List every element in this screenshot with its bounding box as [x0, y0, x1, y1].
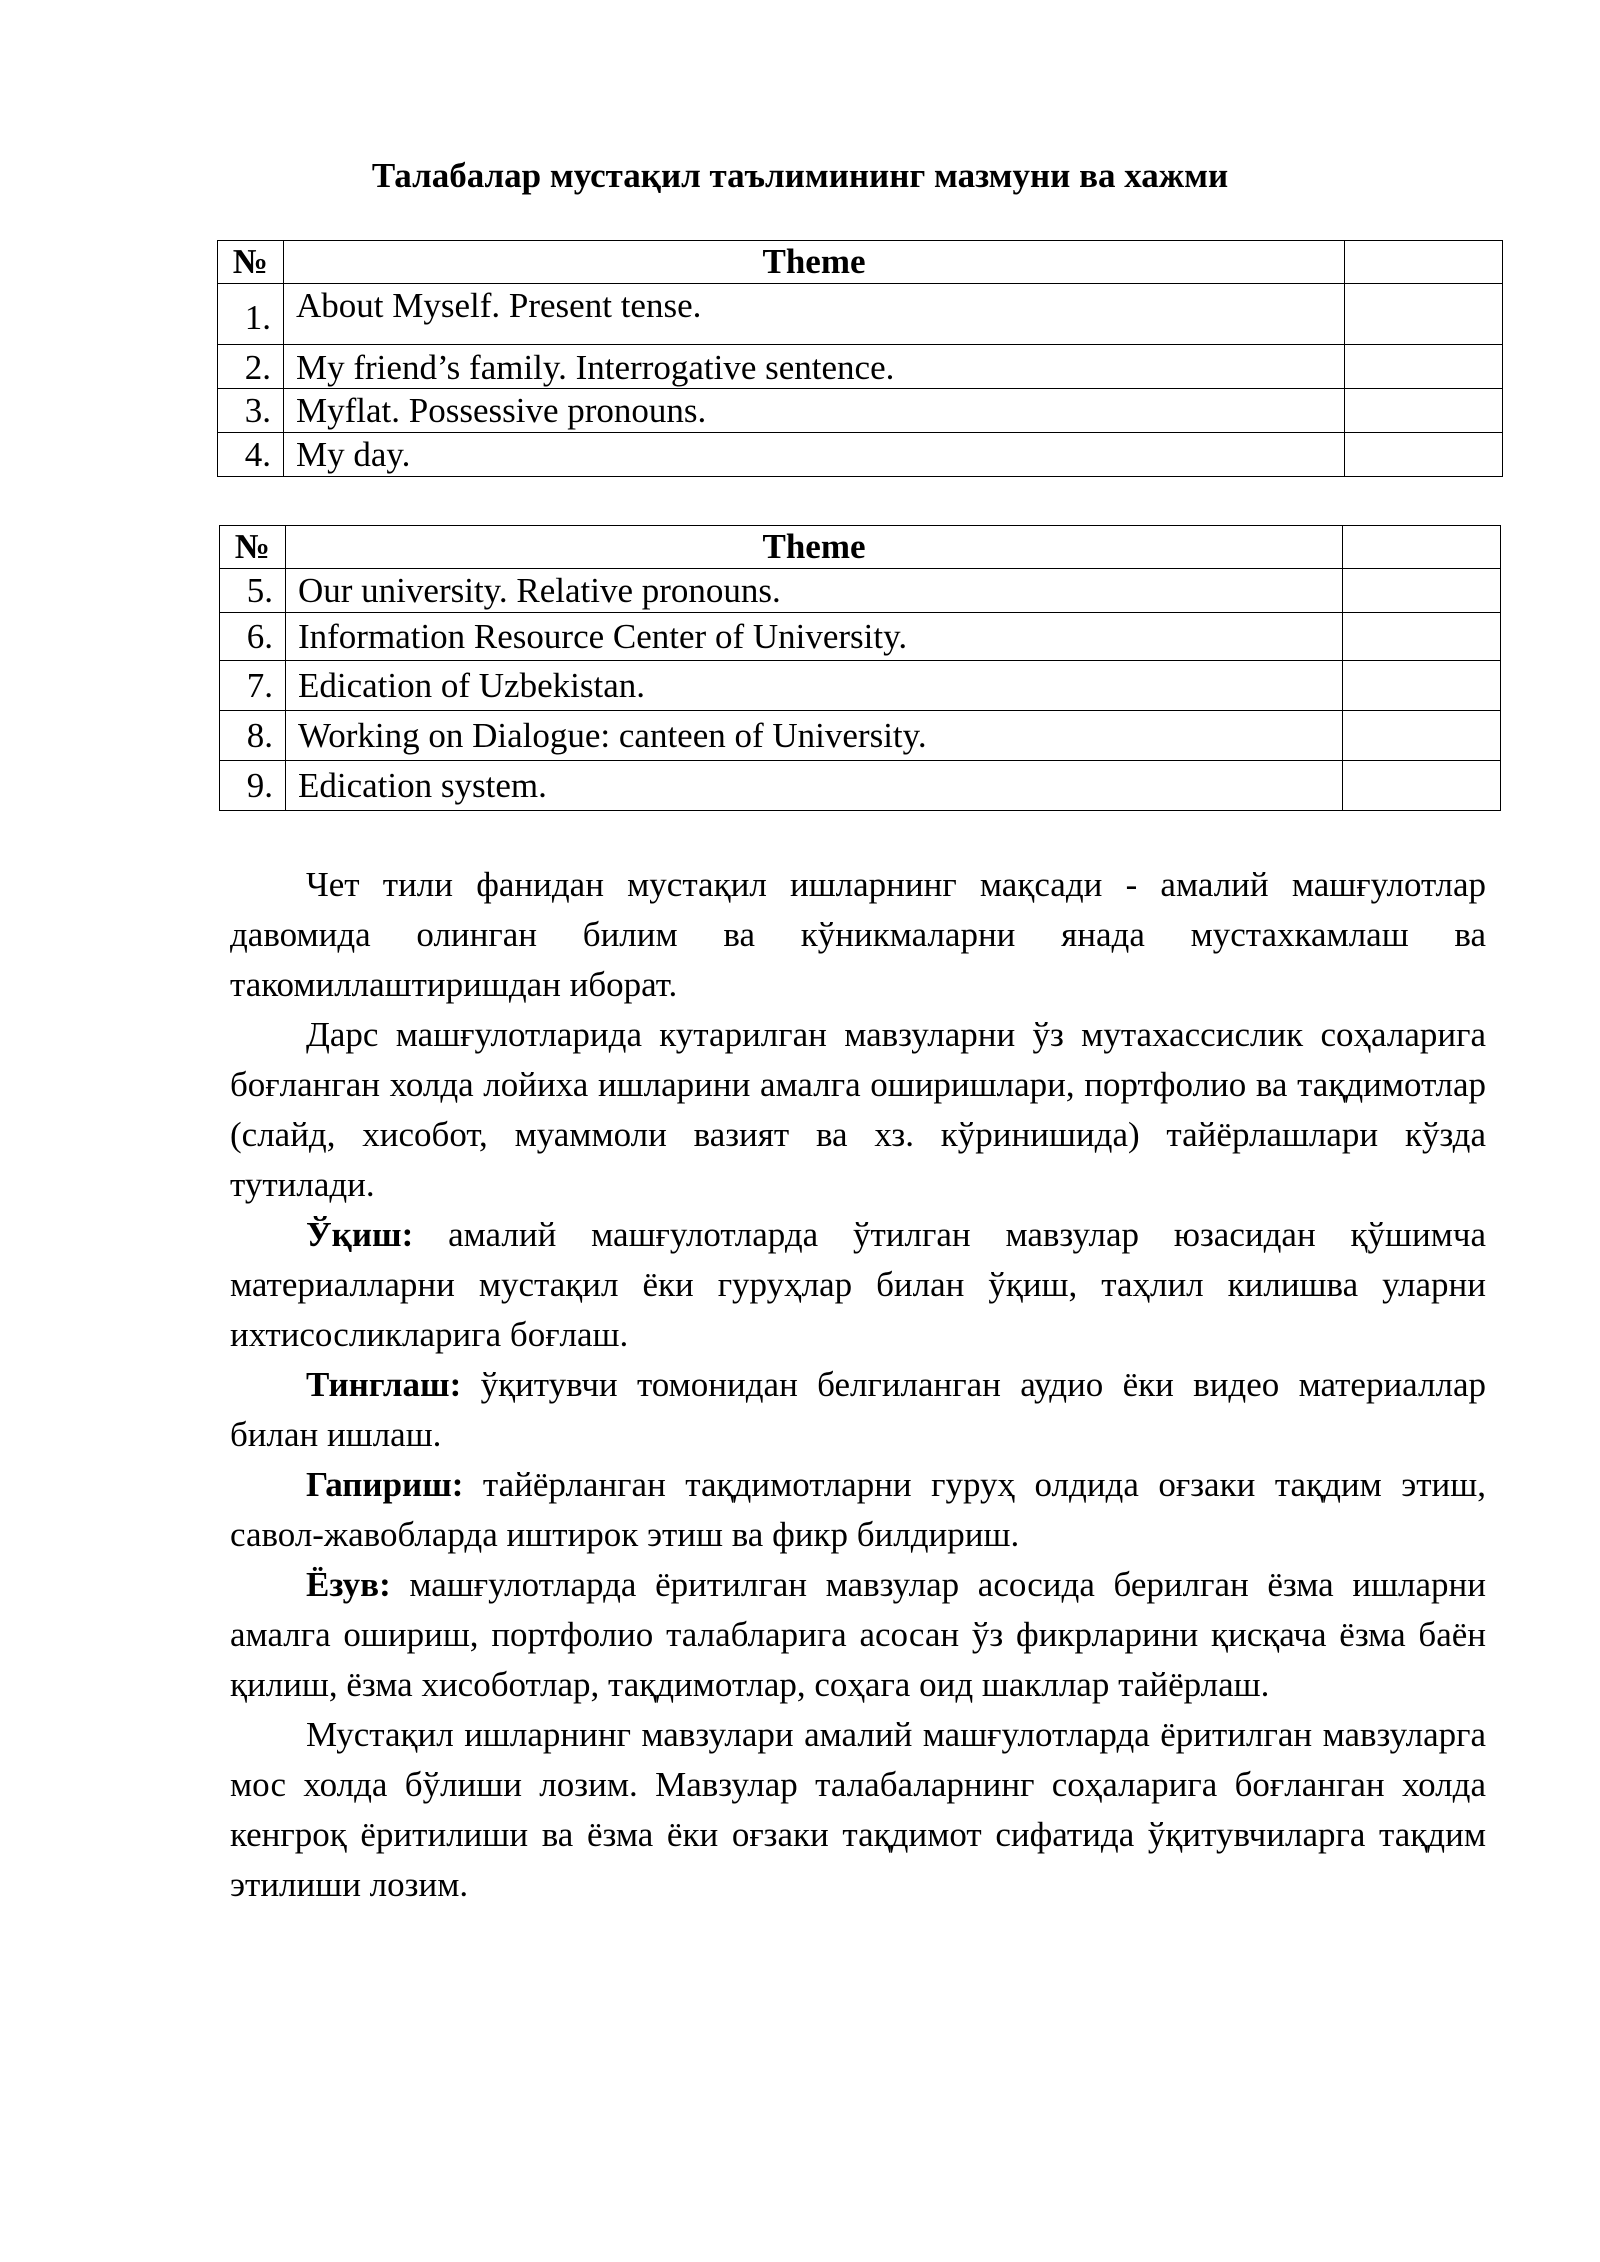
paragraph-text: машғулотларда ёритилган мавзулар асосида берилган ёзма ишларни амалга ошириш, портфолио талабларига асосан ўз фикрларини қисқача ёзма баён қилиш, ёзма хисоботлар, тақдимотлар, соҳага оид шакллар тайёрлаш.: [230, 1565, 1486, 1704]
row-extra-cell: [1343, 711, 1501, 761]
row-number: 6.: [220, 613, 286, 661]
row-theme: Edication system.: [286, 761, 1343, 811]
number-column-header: №: [218, 241, 284, 284]
page-title: Талабалар мустақил таълимининг мазмуни ва хажми: [371, 156, 1229, 195]
themes-table-2: [219, 525, 1501, 811]
table-header-row: [218, 241, 1503, 284]
writing-heading: Ёзув:: [306, 1565, 391, 1604]
row-theme: Myflat. Possessive pronouns.: [284, 389, 1345, 433]
row-number: 9.: [220, 761, 286, 811]
reading-heading: Ўқиш:: [306, 1215, 414, 1254]
paragraph-text: Дарс машғулотларида кутарилган мавзуларни ўз мутахассислик соҳаларига боғланган холда лойиха ишларини амалга оширишлари, портфолио ва тақдимотлар (слайд, хисобот, муаммоли вазият ва хз. кўринишида) тайёрлашлари кўзда тутилади.: [230, 1015, 1486, 1204]
row-theme: Working on Dialogue: canteen of University.: [286, 711, 1343, 761]
paragraph: [230, 1710, 1486, 1910]
row-extra-cell: [1343, 613, 1501, 661]
paragraph-text: амалий машғулотларда ўтилган мавзулар юзасидан қўшимча материалларни мустақил ёки гуруҳлар билан ўқиш, таҳлил килишва уларни ихтисосликларига боғлаш.: [230, 1215, 1486, 1354]
row-theme: About Myself. Present tense.: [284, 284, 1345, 345]
table-row: [220, 761, 1501, 811]
extra-column-header: [1345, 241, 1503, 284]
number-column-header: №: [220, 526, 286, 569]
table-row: [220, 569, 1501, 613]
paragraph: [230, 860, 1486, 1010]
row-number: 8.: [220, 711, 286, 761]
row-theme: My day.: [284, 433, 1345, 477]
table-row: [218, 433, 1503, 477]
row-extra-cell: [1345, 389, 1503, 433]
table-row: [220, 613, 1501, 661]
table-row: [218, 284, 1503, 345]
listening-heading: Тинглаш:: [306, 1365, 462, 1404]
body-text: [230, 860, 1486, 1910]
row-theme: Edication of Uzbekistan.: [286, 661, 1343, 711]
extra-column-header: [1343, 526, 1501, 569]
table-row: [220, 711, 1501, 761]
row-theme: Information Resource Center of University.: [286, 613, 1343, 661]
row-number: 5.: [220, 569, 286, 613]
paragraph: [230, 1010, 1486, 1210]
row-extra-cell: [1343, 761, 1501, 811]
row-extra-cell: [1345, 284, 1503, 345]
table-row: [218, 389, 1503, 433]
table-row: [218, 345, 1503, 389]
themes-table-1: [217, 240, 1503, 477]
row-extra-cell: [1345, 345, 1503, 389]
paragraph-text: Мустақил ишларнинг мавзулари амалий машғулотларда ёритилган мавзуларга мос холда бўлиши лозим. Мавзулар талабаларнинг соҳаларига боғланган холда кенгроқ ёритилиши ва ёзма ёки оғзаки тақдимот сифатида ўқитувчиларга тақдим этилиши лозим.: [230, 1715, 1486, 1904]
row-number: 4.: [218, 433, 284, 477]
paragraph: [230, 1210, 1486, 1360]
theme-column-header: Theme: [284, 241, 1345, 284]
speaking-heading: Гапириш:: [306, 1465, 464, 1504]
row-theme: My friend’s family. Interrogative sentence.: [284, 345, 1345, 389]
row-number: 1.: [218, 284, 284, 345]
row-number: 3.: [218, 389, 284, 433]
paragraph: [230, 1360, 1486, 1460]
theme-column-header: Theme: [286, 526, 1343, 569]
row-extra-cell: [1345, 433, 1503, 477]
table-row: [220, 661, 1501, 711]
paragraph-text: тайёрланган тақдимотларни гуруҳ олдида оғзаки тақдим этиш, савол-жавобларда иштирок этиш ва фикр билдириш.: [230, 1465, 1486, 1554]
row-number: 2.: [218, 345, 284, 389]
row-extra-cell: [1343, 661, 1501, 711]
row-extra-cell: [1343, 569, 1501, 613]
row-theme: Our university. Relative pronouns.: [286, 569, 1343, 613]
paragraph: [230, 1460, 1486, 1560]
paragraph-text: Чет тили фанидан мустақил ишларнинг мақсади - амалий машғулотлар давомида олинган билим ва кўникмаларни янада мустахкамлаш ва такомиллаштиришдан иборат.: [230, 865, 1486, 1004]
table-header-row: [220, 526, 1501, 569]
paragraph: [230, 1560, 1486, 1710]
row-number: 7.: [220, 661, 286, 711]
paragraph-text: ўқитувчи томонидан белгиланган аудио ёки видео материаллар билан ишлаш.: [230, 1365, 1486, 1454]
